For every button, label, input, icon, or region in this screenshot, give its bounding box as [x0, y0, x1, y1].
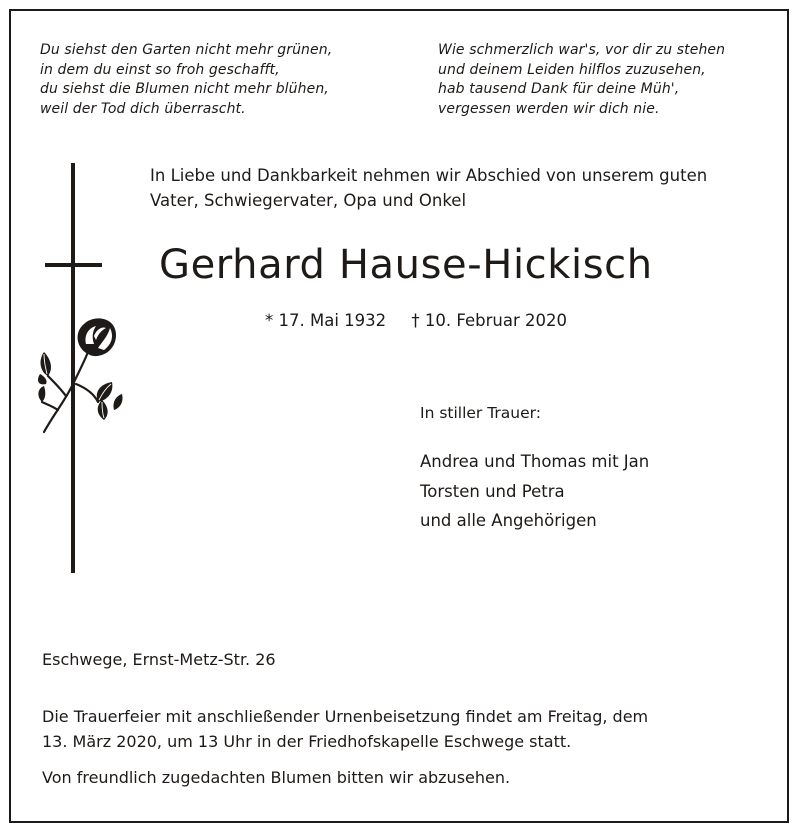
funeral-info: [42, 704, 648, 754]
rose-icon: [36, 314, 126, 436]
poem-line: hab tausend Dank für deine Müh',: [438, 81, 680, 97]
death-date: † 10. Februar 2020: [411, 311, 567, 330]
mourner-line: Torsten und Petra: [420, 481, 565, 501]
intro-line: In Liebe und Dankbarkeit nehmen wir Abschied von unserem guten: [150, 166, 708, 185]
poem-line: Du siehst den Garten nicht mehr grünen,: [40, 42, 333, 58]
poem-line: du siehst die Blumen nicht mehr blühen,: [40, 81, 329, 97]
cross-horizontal-bar: [45, 263, 102, 267]
funeral-line: 13. März 2020, um 13 Uhr in der Friedhofskapelle Eschwege statt.: [42, 732, 572, 751]
flowers-note: Von freundlich zugedachten Blumen bitten wir abzusehen.: [42, 768, 511, 787]
intro-text: [150, 163, 707, 213]
deceased-name: Gerhard Hause-Hickisch: [159, 242, 653, 288]
poem-line: Wie schmerzlich war's, vor dir zu stehen: [438, 42, 726, 58]
mourner-line: und alle Angehörigen: [420, 511, 597, 530]
intro-line: Vater, Schwiegervater, Opa und Onkel: [150, 191, 467, 210]
poem-right: [438, 41, 725, 119]
family-address: Eschwege, Ernst-Metz-Str. 26: [42, 650, 276, 669]
poem-line: und deinem Leiden hilflos zuzusehen,: [438, 61, 706, 78]
poem-line: weil der Tod dich überrascht.: [40, 100, 246, 117]
mourner-line: Andrea und Thomas mit Jan: [420, 452, 650, 471]
mourners-label: In stiller Trauer:: [420, 404, 541, 422]
notice-frame: [9, 9, 789, 823]
funeral-line: Die Trauerfeier mit anschließender Urnenbeisetzung findet am Freitag, dem: [42, 707, 649, 726]
poem-line: in dem du einst so froh geschafft,: [40, 61, 280, 78]
poem-line: vergessen werden wir dich nie.: [438, 100, 660, 117]
birth-date: * 17. Mai 1932: [265, 311, 387, 330]
poem-left: [40, 41, 332, 119]
mourners-list: [420, 447, 649, 536]
life-dates: [265, 311, 567, 330]
